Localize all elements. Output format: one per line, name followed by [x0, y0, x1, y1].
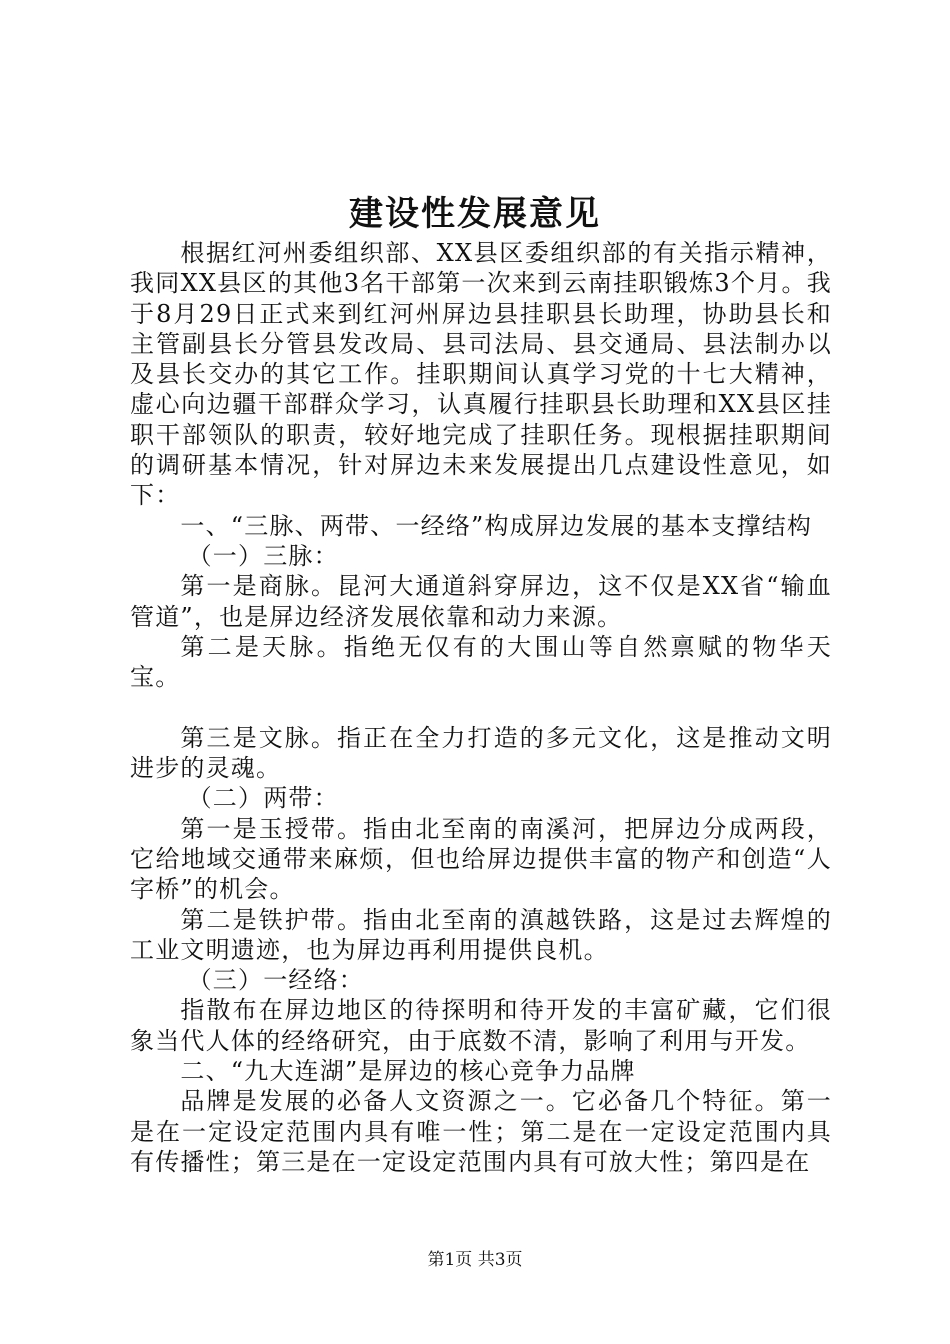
- section-heading-1: 一、“三脉、两带、一经络”构成屏边发展的基本支撑结构: [180, 511, 813, 540]
- paragraph-brand: 品牌是发展的必备人文资源之一。它必备几个特征。第一是在一定设定范围内具有唯一性；第二是在一定设定范围内具有传播性；第三是在一定设定范围内具有可放大性；第四是在: [130, 1087, 832, 1176]
- page-title: 建设性发展意见: [349, 194, 601, 234]
- page-number-footer: 第1页 共3页: [427, 1250, 523, 1270]
- document-body: [130, 238, 832, 1177]
- intro-paragraph: 根据红河州委组织部、XX县区委组织部的有关指示精神，我同XX县区的其他3名干部第一次来到云南挂职锻炼3个月。我于8月29日正式来到红河州屏边县挂职县长助理，协助县长和主管副县长分管县发改局、县司法局、县交通局、县法制办以及县长交办的其它工作。挂职期间认真学习党的十七大精神，虚心向边疆干部群众学习，认真履行挂职县长助理和XX县区挂职干部领队的职责，较好地完成了挂职任务。现根据挂职期间的调研基本情况，针对屏边未来发展提出几点建设性意见，如下：: [130, 239, 832, 510]
- paragraph-culture-vein: 第三是文脉。指正在全力打造的多元文化，这是推动文明进步的灵魂。: [130, 723, 832, 783]
- subheading-meridian: （三）一经络：: [187, 966, 364, 995]
- blank-line: [130, 692, 832, 722]
- paragraph-iron-belt: 第二是铁护带。指由北至南的滇越铁路，这是过去辉煌的工业文明遗迹，也为屏边再利用提供良机。: [130, 905, 832, 964]
- subheading-three-veins: （一）三脉：: [187, 541, 339, 570]
- paragraph-jade-belt: 第一是玉授带。指由北至南的南溪河，把屏边分成两段，它给地域交通带来麻烦，但也给屏边提供丰富的物产和创造“人字桥”的机会。: [130, 814, 832, 904]
- paragraph-nature-vein: 第二是天脉。指绝无仅有的大围山等自然禀赋的物华天宝。: [130, 632, 832, 692]
- section-heading-2: 二、“九大连湖”是屏边的核心竞争力品牌: [180, 1057, 636, 1086]
- paragraph-meridian: 指散布在屏边地区的待探明和待开发的丰富矿藏，它们很象当代人体的经络研究，由于底数不清，影响了利用与开发。: [130, 996, 832, 1055]
- paragraph-commerce-vein: 第一是商脉。昆河大通道斜穿屏边，这不仅是XX省“输血管道”，也是屏边经济发展依靠和动力来源。: [130, 572, 832, 631]
- subheading-two-belts: （二）两带：: [187, 784, 339, 813]
